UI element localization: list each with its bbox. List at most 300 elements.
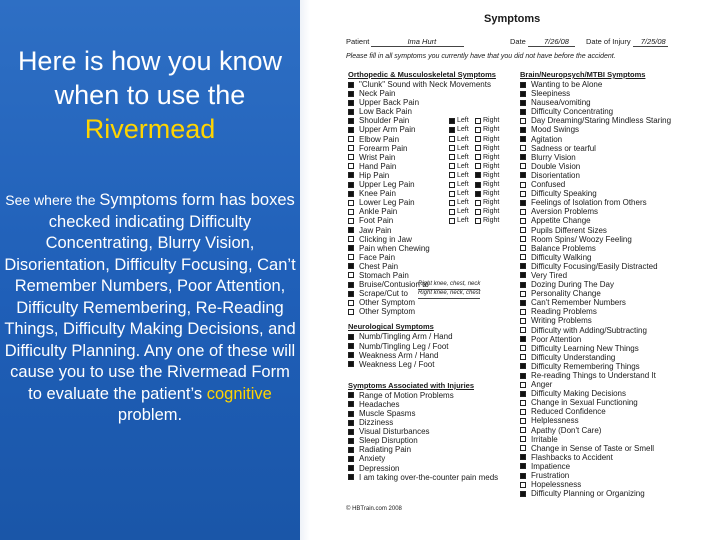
- neuro-list: [348, 332, 528, 368]
- symptom-label: Balance Problems: [531, 243, 596, 253]
- symptom-checkbox[interactable]: [520, 427, 526, 433]
- symptom-checkbox[interactable]: [348, 474, 354, 480]
- symptom-label: Difficulty Making Decisions: [531, 389, 626, 399]
- symptom-row: [520, 435, 700, 444]
- symptom-row: [520, 453, 700, 462]
- patient-value[interactable]: Ima Hurt: [371, 37, 464, 47]
- right-label: Right: [483, 153, 500, 161]
- left-label: Left: [457, 153, 469, 161]
- symptom-checkbox[interactable]: [520, 282, 526, 288]
- symptom-row: [348, 189, 528, 198]
- symptom-label: Anxiety: [359, 454, 386, 464]
- symptom-label: Face Pain: [359, 252, 396, 262]
- symptom-checkbox[interactable]: [348, 209, 354, 215]
- symptom-checkbox[interactable]: [520, 291, 526, 297]
- symptom-checkbox[interactable]: [520, 82, 526, 88]
- symptom-row: [520, 289, 700, 298]
- left-label: Left: [457, 190, 469, 198]
- right-label: Right: [483, 217, 500, 225]
- symptom-checkbox[interactable]: [520, 418, 526, 424]
- symptom-label: Upper Leg Pain: [359, 180, 415, 190]
- symptom-label: Feelings of Isolation from Others: [531, 198, 647, 208]
- symptom-label: Double Vision: [531, 161, 581, 171]
- symptom-row: [348, 400, 528, 409]
- symptom-row: [520, 216, 700, 225]
- symptom-checkbox[interactable]: [520, 354, 526, 360]
- symptom-label: Apathy (Don't Care): [531, 425, 602, 435]
- injury-heading: Symptoms Associated with Injuries: [348, 380, 475, 390]
- ortho-list: [348, 80, 528, 316]
- symptom-row: [520, 226, 700, 235]
- symptom-checkbox[interactable]: [520, 109, 526, 115]
- symptom-checkbox[interactable]: [520, 345, 526, 351]
- left-checkbox[interactable]: [449, 218, 455, 224]
- symptom-checkbox[interactable]: [348, 172, 354, 178]
- symptom-row: [348, 280, 528, 289]
- symptom-checkbox[interactable]: [348, 291, 354, 297]
- symptom-label: Clicking in Jaw: [359, 234, 412, 244]
- symptom-checkbox[interactable]: [520, 163, 526, 169]
- symptom-row: [520, 144, 700, 153]
- symptom-label: Difficulty Concentrating: [531, 107, 614, 117]
- symptom-checkbox[interactable]: [520, 463, 526, 469]
- symptom-label: Reduced Confidence: [531, 407, 606, 417]
- copyright: © HBTrain.com 2008: [346, 506, 402, 512]
- neuro-heading: Neurological Symptoms: [348, 322, 434, 332]
- symptom-checkbox[interactable]: [520, 154, 526, 160]
- symptom-checkbox[interactable]: [520, 172, 526, 178]
- symptom-checkbox[interactable]: [520, 482, 526, 488]
- symptom-checkbox[interactable]: [520, 263, 526, 269]
- symptom-label: Shoulder Pain: [359, 116, 410, 126]
- symptom-row: [520, 262, 700, 271]
- symptom-checkbox[interactable]: [348, 191, 354, 197]
- symptom-row: [520, 80, 700, 89]
- left-label: Left: [457, 199, 469, 207]
- symptom-row: [520, 371, 700, 380]
- symptom-label: Pupils Different Sizes: [531, 225, 607, 235]
- symptom-label: Scrape/Cut to: [359, 289, 408, 299]
- symptom-row: [520, 116, 700, 125]
- brain-heading: Brain/Neuropsych/MTBI Symptoms: [520, 70, 646, 79]
- left-checkbox[interactable]: [449, 118, 455, 124]
- symptom-label: Radiating Pain: [359, 445, 412, 455]
- symptom-label: Disorientation: [531, 170, 580, 180]
- symptom-label: Re-reading Things to Understand It: [531, 371, 656, 380]
- symptom-checkbox[interactable]: [520, 400, 526, 406]
- symptom-row: [520, 480, 700, 489]
- symptom-label: Weakness Leg / Foot: [359, 359, 435, 369]
- symptom-checkbox[interactable]: [348, 100, 354, 106]
- symptom-checkbox[interactable]: [348, 411, 354, 417]
- form-title: Symptoms: [484, 13, 541, 25]
- symptom-checkbox[interactable]: [348, 465, 354, 471]
- symptom-label: Muscle Spasms: [359, 409, 416, 418]
- symptom-checkbox[interactable]: [520, 318, 526, 324]
- right-checkbox[interactable]: [475, 127, 481, 133]
- symptom-label: Hand Pain: [359, 161, 397, 171]
- injury-line: [586, 37, 668, 46]
- symptom-checkbox[interactable]: [520, 300, 526, 306]
- symptom-label: Lower Leg Pain: [359, 198, 415, 208]
- symptom-row: [348, 391, 528, 400]
- left-label: Left: [457, 217, 469, 225]
- slide-title: [10, 44, 290, 146]
- symptom-label: Day Dreaming/Staring Mindless Staring: [531, 116, 672, 126]
- symptom-row: [520, 198, 700, 207]
- symptom-checkbox[interactable]: [348, 118, 354, 124]
- symptom-checkbox[interactable]: [348, 245, 354, 251]
- symptom-label: Elbow Pain: [359, 134, 400, 144]
- title-highlight: Rivermead: [84, 114, 216, 144]
- symptom-label: Very Tired: [531, 270, 568, 280]
- symptom-checkbox[interactable]: [520, 409, 526, 415]
- symptom-checkbox[interactable]: [348, 200, 354, 206]
- symptom-checkbox[interactable]: [348, 182, 354, 188]
- symptom-label: Sadness or tearful: [531, 143, 596, 153]
- symptom-checkbox[interactable]: [348, 254, 354, 260]
- right-label: Right: [483, 144, 500, 152]
- symptom-label: Forearm Pain: [359, 143, 408, 153]
- symptom-row: [520, 180, 700, 189]
- symptom-label: Room Spins/ Woozy Feeling: [531, 234, 632, 244]
- symptom-checkbox[interactable]: [348, 91, 354, 97]
- symptom-label: Chest Pain: [359, 261, 399, 271]
- right-checkbox[interactable]: [475, 145, 481, 151]
- body-text: Symptoms form has boxes checked indicating Difficulty Concentrating, Blurry Vision, Disorientation, Difficulty Focusing, Can’t Remember Numbers, Poor Attention, Difficulty Remembering, Re-Reading Things, Difficulty Making Decisions, and Difficulty Planning. Any one of these will cause you to use the Rivermead Form to evaluate the patient’s: [4, 191, 296, 403]
- injury-label: Date of Injury: [586, 37, 631, 46]
- symptom-row: [348, 332, 528, 341]
- symptom-checkbox[interactable]: [520, 136, 526, 142]
- symptom-row: [348, 135, 528, 144]
- symptom-checkbox[interactable]: [348, 227, 354, 233]
- symptom-label: Poor Attention: [531, 334, 582, 344]
- symptom-checkbox[interactable]: [520, 391, 526, 397]
- symptom-row: [348, 289, 528, 298]
- left-checkbox[interactable]: [449, 172, 455, 178]
- body-end: problem.: [117, 406, 183, 424]
- symptom-checkbox[interactable]: [348, 109, 354, 115]
- symptom-label: Ankle Pain: [359, 207, 398, 217]
- symptom-checkbox[interactable]: [520, 191, 526, 197]
- right-checkbox[interactable]: [475, 136, 481, 142]
- symptom-checkbox[interactable]: [520, 209, 526, 215]
- right-checkbox[interactable]: [475, 172, 481, 178]
- symptom-row: [520, 135, 700, 144]
- ortho-heading: Orthopedic & Musculoskeletal Symptoms: [348, 70, 496, 79]
- symptom-row: [348, 180, 528, 189]
- symptom-checkbox[interactable]: [348, 343, 354, 349]
- symptom-row: [520, 335, 700, 344]
- patient-label: Patient: [346, 37, 370, 46]
- symptom-checkbox[interactable]: [348, 263, 354, 269]
- symptom-checkbox[interactable]: [348, 272, 354, 278]
- symptom-checkbox[interactable]: [520, 236, 526, 242]
- patient-line: [346, 37, 464, 46]
- symptom-checkbox[interactable]: [520, 382, 526, 388]
- symptom-row: [520, 362, 700, 371]
- symptom-row: [520, 307, 700, 316]
- symptom-row: [520, 489, 700, 498]
- symptom-row: [520, 426, 700, 435]
- symptom-row: [520, 298, 700, 307]
- symptom-checkbox[interactable]: [348, 163, 354, 169]
- symptom-label: Upper Back Pain: [359, 98, 420, 108]
- symptom-checkbox[interactable]: [520, 491, 526, 497]
- symptom-checkbox[interactable]: [348, 218, 354, 224]
- right-column: [520, 70, 700, 498]
- symptom-label: Blurry Vision: [531, 152, 576, 162]
- symptom-label: Irritable: [531, 434, 558, 444]
- symptom-checkbox[interactable]: [520, 200, 526, 206]
- symptom-checkbox[interactable]: [520, 336, 526, 342]
- symptom-row: [520, 326, 700, 335]
- left-checkbox[interactable]: [449, 127, 455, 133]
- symptom-row: [520, 171, 700, 180]
- symptom-row: [348, 360, 528, 369]
- symptom-label: Change in Sense of Taste or Smell: [531, 443, 655, 453]
- symptom-checkbox[interactable]: [348, 392, 354, 398]
- symptom-row: [520, 389, 700, 398]
- right-checkbox[interactable]: [475, 118, 481, 124]
- explanation-panel: [0, 0, 300, 540]
- symptom-checkbox[interactable]: [520, 91, 526, 97]
- symptom-row: [348, 253, 528, 262]
- right-checkbox[interactable]: [475, 154, 481, 160]
- symptom-label: Wanting to be Alone: [531, 80, 603, 89]
- symptom-label: Hip Pain: [359, 170, 390, 180]
- symptom-label: Hopelessness: [531, 480, 582, 490]
- symptom-checkbox[interactable]: [520, 245, 526, 251]
- symptom-label: Helplessness: [531, 416, 579, 426]
- symptom-row: [520, 162, 700, 171]
- symptoms-form: [338, 10, 700, 526]
- symptom-checkbox[interactable]: [348, 145, 354, 151]
- symptom-checkbox[interactable]: [520, 218, 526, 224]
- left-checkbox[interactable]: [449, 136, 455, 142]
- symptom-checkbox[interactable]: [348, 136, 354, 142]
- date-value[interactable]: 7/26/08: [528, 37, 575, 47]
- symptom-row: [348, 464, 528, 473]
- symptom-checkbox[interactable]: [348, 447, 354, 453]
- symptom-checkbox[interactable]: [520, 436, 526, 442]
- symptom-row: [520, 244, 700, 253]
- symptom-label: Neck Pain: [359, 89, 396, 99]
- right-label: Right: [483, 181, 500, 189]
- symptom-checkbox[interactable]: [520, 182, 526, 188]
- symptom-checkbox[interactable]: [348, 236, 354, 242]
- symptom-row: [348, 144, 528, 153]
- symptom-row: [348, 351, 528, 360]
- symptom-row: [348, 226, 528, 235]
- left-label: Left: [457, 181, 469, 189]
- symptom-checkbox[interactable]: [520, 254, 526, 260]
- symptom-row: [520, 398, 700, 407]
- symptom-row: [348, 436, 528, 445]
- symptom-label: Weakness Arm / Hand: [359, 350, 439, 360]
- symptom-row: [520, 207, 700, 216]
- symptom-label: Foot Pain: [359, 216, 394, 226]
- left-checkbox[interactable]: [449, 209, 455, 215]
- right-label: Right: [483, 199, 500, 207]
- left-column: [348, 70, 528, 482]
- symptom-checkbox[interactable]: [348, 334, 354, 340]
- symptom-checkbox[interactable]: [348, 309, 354, 315]
- symptom-row: [520, 189, 700, 198]
- symptom-label: Headaches: [359, 399, 400, 409]
- date-label: Date: [510, 37, 526, 46]
- symptom-label: Confused: [531, 180, 566, 190]
- left-label: Left: [457, 208, 469, 216]
- symptom-checkbox[interactable]: [520, 227, 526, 233]
- symptom-label: Pain when Chewing: [359, 243, 430, 253]
- symptom-row: [348, 198, 528, 207]
- symptom-checkbox[interactable]: [520, 473, 526, 479]
- slide-body: [4, 190, 296, 427]
- symptom-label: Other Symptom: [359, 298, 416, 308]
- symptom-row: [348, 454, 528, 463]
- symptom-row: [348, 409, 528, 418]
- symptom-row: [348, 107, 528, 116]
- symptom-label: Numb/Tingling Arm / Hand: [359, 332, 453, 342]
- right-checkbox[interactable]: [475, 191, 481, 197]
- left-label: Left: [457, 135, 469, 143]
- left-label: Left: [457, 126, 469, 134]
- symptom-label: Visual Disturbances: [359, 427, 430, 437]
- symptom-label: Can't Remember Numbers: [531, 298, 626, 308]
- right-checkbox[interactable]: [475, 209, 481, 215]
- symptom-label: Mood Swings: [531, 125, 580, 135]
- symptom-label: Sleep Disruption: [359, 436, 418, 446]
- symptom-label: Difficulty Remembering Things: [531, 361, 640, 371]
- right-label: Right: [483, 208, 500, 216]
- symptom-label: Depression: [359, 463, 400, 473]
- injury-value[interactable]: 7/25/08: [633, 37, 668, 47]
- symptom-label: Agitation: [531, 134, 563, 144]
- symptom-row: [520, 471, 700, 480]
- symptom-checkbox[interactable]: [520, 445, 526, 451]
- symptom-checkbox[interactable]: [348, 154, 354, 160]
- symptom-label: Change in Sexual Functioning: [531, 398, 638, 408]
- symptom-note[interactable]: Right knee, neck, chest: [418, 289, 480, 299]
- symptom-checkbox[interactable]: [348, 300, 354, 306]
- symptom-row: [520, 98, 700, 107]
- symptom-checkbox[interactable]: [348, 352, 354, 358]
- symptom-note[interactable]: Right knee, chest, neck: [418, 280, 480, 290]
- symptom-row: [348, 262, 528, 271]
- symptom-checkbox[interactable]: [520, 327, 526, 333]
- symptom-row: [348, 418, 528, 427]
- symptom-label: Reading Problems: [531, 307, 597, 317]
- symptom-row: [520, 416, 700, 425]
- left-checkbox[interactable]: [449, 191, 455, 197]
- symptom-checkbox[interactable]: [348, 401, 354, 407]
- brain-list: [520, 80, 700, 498]
- right-label: Right: [483, 126, 500, 134]
- symptom-label: Frustration: [531, 471, 570, 481]
- symptom-checkbox[interactable]: [348, 420, 354, 426]
- symptom-checkbox[interactable]: [348, 429, 354, 435]
- symptom-checkbox[interactable]: [520, 100, 526, 106]
- symptom-label: Knee Pain: [359, 189, 396, 199]
- symptom-row: [520, 462, 700, 471]
- right-checkbox[interactable]: [475, 218, 481, 224]
- symptom-row: [520, 280, 700, 289]
- symptom-label: Sleepiness: [531, 89, 571, 99]
- symptom-row: [348, 244, 528, 253]
- left-checkbox[interactable]: [449, 145, 455, 151]
- symptom-row: [520, 444, 700, 453]
- symptom-checkbox[interactable]: [520, 118, 526, 124]
- symptom-label: Nausea/vomiting: [531, 98, 591, 108]
- symptom-checkbox[interactable]: [520, 272, 526, 278]
- symptom-checkbox[interactable]: [520, 373, 526, 379]
- symptom-label: Difficulty with Adding/Subtracting: [531, 325, 647, 335]
- symptom-label: Difficulty Learning New Things: [531, 343, 639, 353]
- symptom-row: [520, 344, 700, 353]
- symptom-row: [520, 153, 700, 162]
- body-highlight: cognitive: [206, 384, 272, 403]
- symptom-label: Anger: [531, 380, 553, 390]
- symptom-checkbox[interactable]: [348, 438, 354, 444]
- symptom-row: [520, 353, 700, 362]
- symptom-row: [348, 271, 528, 280]
- symptom-checkbox[interactable]: [520, 454, 526, 460]
- symptom-label: Appetite Change: [531, 216, 591, 226]
- right-label: Right: [483, 171, 500, 179]
- symptom-row: [348, 445, 528, 454]
- symptom-label: Difficulty Planning or Organizing: [531, 489, 645, 499]
- symptom-row: [348, 153, 528, 162]
- right-label: Right: [483, 135, 500, 143]
- right-checkbox[interactable]: [475, 200, 481, 206]
- symptom-checkbox[interactable]: [520, 309, 526, 315]
- injury-list: [348, 391, 528, 482]
- left-checkbox[interactable]: [449, 154, 455, 160]
- symptom-row: [348, 98, 528, 107]
- symptom-row: [348, 207, 528, 216]
- symptom-checkbox[interactable]: [348, 82, 354, 88]
- symptom-label: Difficulty Speaking: [531, 189, 597, 199]
- left-checkbox[interactable]: [449, 182, 455, 188]
- form-instructions: Please fill in all symptoms you currently have that you did not have before the accident.: [346, 53, 616, 60]
- right-checkbox[interactable]: [475, 163, 481, 169]
- symptom-label: Personality Change: [531, 289, 601, 299]
- symptom-checkbox[interactable]: [520, 145, 526, 151]
- symptom-checkbox[interactable]: [348, 127, 354, 133]
- right-checkbox[interactable]: [475, 182, 481, 188]
- symptom-label: Jaw Pain: [359, 225, 392, 235]
- symptom-checkbox[interactable]: [348, 282, 354, 288]
- symptom-label: I am taking over-the-counter pain meds: [359, 472, 499, 482]
- symptom-checkbox[interactable]: [520, 127, 526, 133]
- symptom-checkbox[interactable]: [348, 456, 354, 462]
- symptom-row: [348, 89, 528, 98]
- left-checkbox[interactable]: [449, 163, 455, 169]
- symptom-label: Bruise/Contusion to: [359, 280, 429, 290]
- symptom-checkbox[interactable]: [520, 363, 526, 369]
- symptom-label: Flashbacks to Accident: [531, 452, 613, 462]
- right-label: Right: [483, 190, 500, 198]
- symptom-label: Aversion Problems: [531, 207, 598, 217]
- divider-stripe: [300, 0, 310, 540]
- symptom-checkbox[interactable]: [348, 361, 354, 367]
- symptom-row: [348, 125, 528, 134]
- left-checkbox[interactable]: [449, 200, 455, 206]
- symptom-row: [348, 342, 528, 351]
- symptom-row: [348, 473, 528, 482]
- symptom-label: Wrist Pain: [359, 152, 396, 162]
